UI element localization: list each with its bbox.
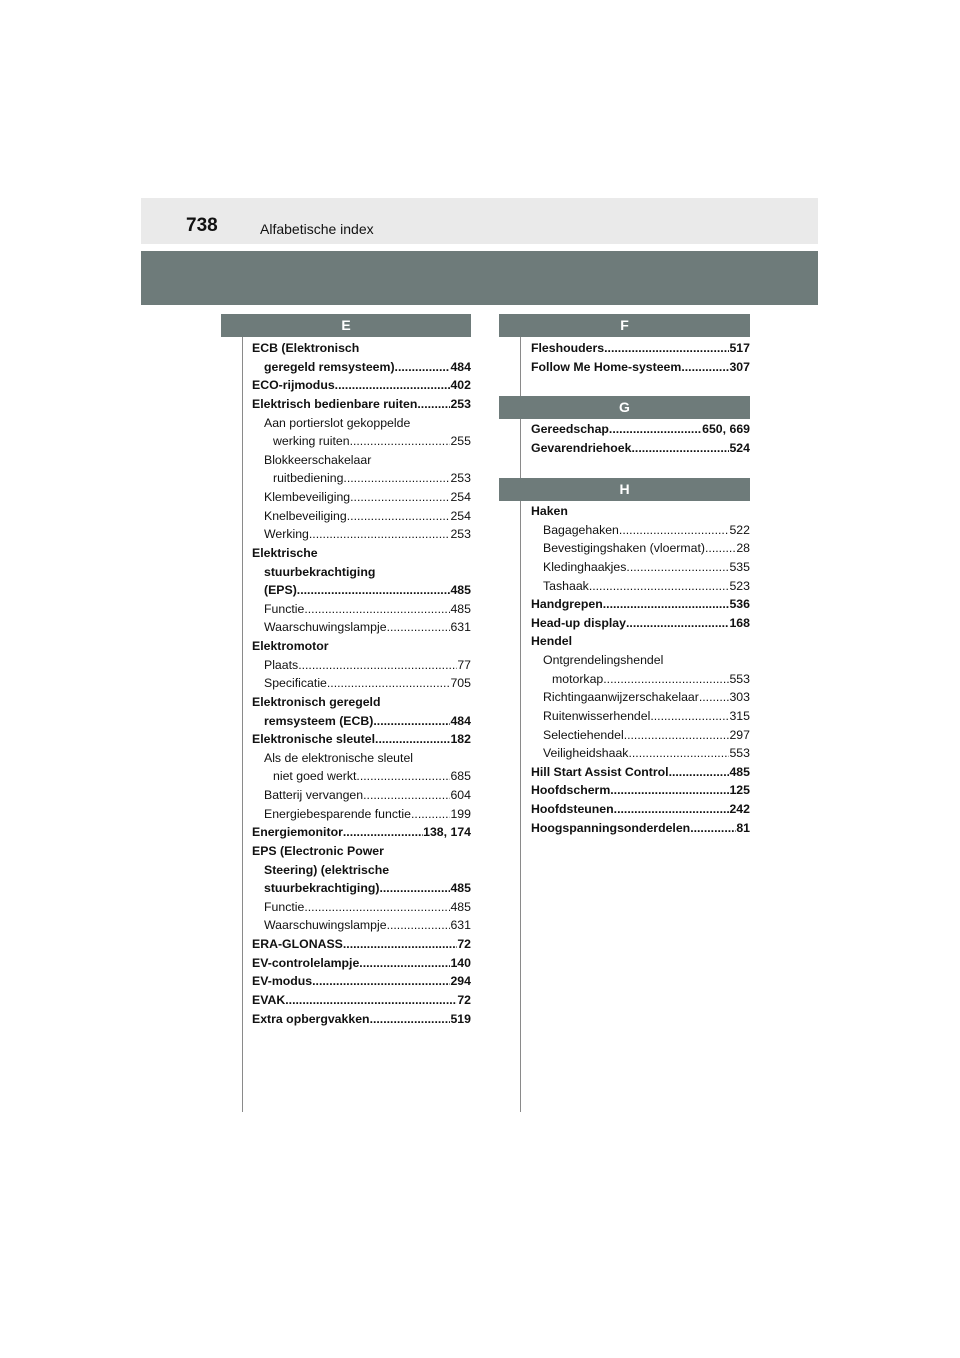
- index-entry-page: 517: [729, 341, 750, 355]
- header-band: [141, 251, 818, 305]
- index-entry: [531, 439, 750, 458]
- index-entry: [252, 581, 471, 600]
- dot-leader: [335, 376, 451, 395]
- index-entry-page: 705: [450, 676, 471, 691]
- index-entry: [531, 577, 750, 596]
- index-entry-text: ERA-GLONASS: [252, 937, 343, 951]
- index-entry-text: Klembeveiliging: [264, 490, 351, 504]
- index-entry: [531, 744, 750, 763]
- index-entry-page: 254: [450, 508, 471, 523]
- index-entry-text: Gereedschap: [531, 422, 609, 436]
- dot-leader: [614, 800, 730, 819]
- index-entry: [252, 861, 471, 880]
- dot-leader: [350, 488, 450, 507]
- dot-leader: [705, 539, 736, 558]
- index-entry-page: 650, 669: [702, 422, 750, 436]
- index-entry: [252, 712, 471, 731]
- dot-leader: [359, 954, 450, 973]
- dot-leader: [699, 688, 730, 707]
- page-title: Alfabetische index: [260, 221, 374, 237]
- index-entry-page: 519: [450, 1011, 471, 1026]
- index-entry: [531, 539, 750, 558]
- index-entry-text: Bagagehaken: [543, 522, 619, 537]
- dot-leader: [387, 618, 451, 637]
- index-entry: [252, 414, 471, 433]
- index-entry: [252, 544, 471, 563]
- index-entry-text: EPS (Electronic Power: [252, 843, 384, 858]
- index-entry: [531, 781, 750, 800]
- index-entry-text: Aan portierslot gekoppelde: [264, 415, 411, 430]
- index-entry-page: 254: [450, 490, 471, 504]
- dot-leader: [309, 525, 451, 544]
- index-entry-page: 307: [729, 359, 750, 374]
- index-entry-text: Elektronische sleutel: [252, 732, 376, 747]
- index-entry-text: Handgrepen: [531, 597, 603, 612]
- index-entry: [252, 805, 471, 824]
- index-entry-page: 255: [450, 434, 471, 449]
- dot-leader: [343, 823, 423, 842]
- index-entry-text: Elektrische: [252, 545, 318, 560]
- index-entry-page: 604: [450, 788, 471, 802]
- letter-header-g: G: [499, 396, 750, 419]
- index-entry: [252, 432, 471, 451]
- dot-leader: [604, 339, 729, 358]
- dot-leader: [350, 432, 451, 451]
- index-entry-page: 536: [729, 597, 750, 612]
- index-entry-page: 125: [729, 783, 750, 798]
- dot-leader: [603, 595, 730, 614]
- dot-leader: [327, 674, 451, 693]
- index-entry-text: Extra opbergvakken: [252, 1011, 370, 1026]
- dot-leader: [387, 916, 451, 935]
- index-entry-text: Batterij vervangen: [264, 788, 364, 802]
- index-entry-text: Head-up display: [531, 615, 626, 630]
- index-entry: [531, 707, 750, 726]
- index-entry: [531, 595, 750, 614]
- header-bar: [141, 198, 818, 244]
- index-entry: [531, 358, 750, 377]
- dot-leader: [375, 730, 450, 749]
- index-entry-text: Selectiehendel: [543, 727, 624, 742]
- index-entry: [252, 618, 471, 637]
- index-entry: [252, 786, 471, 805]
- index-entry-page: 485: [450, 881, 471, 896]
- index-entry-page: 522: [729, 522, 750, 537]
- dot-leader: [298, 656, 457, 675]
- index-entry-page: 72: [457, 937, 471, 951]
- index-entry-text: Knelbeveiliging: [264, 508, 347, 523]
- index-entry-page: 485: [729, 764, 750, 779]
- index-entry: [252, 823, 471, 842]
- column-divider-left: [242, 337, 243, 1112]
- index-entry-text: motorkap: [552, 671, 604, 686]
- index-entry: [252, 451, 471, 470]
- letter-header-e: E: [221, 314, 471, 337]
- index-entry: [531, 651, 750, 670]
- index-entry: [252, 972, 471, 991]
- index-entry-text: Elektronisch geregeld: [252, 694, 381, 709]
- index-entry: [252, 935, 471, 954]
- index-entry-text: Hill Start Assist Control: [531, 764, 669, 779]
- index-entry-text: niet goed werkt: [273, 769, 357, 784]
- dot-leader: [370, 1010, 451, 1029]
- index-entry-page: 138, 174: [423, 825, 471, 840]
- index-entry-text: Follow Me Home-systeem: [531, 359, 682, 374]
- dot-leader: [347, 507, 451, 526]
- index-entry: [252, 879, 471, 898]
- index-entry: [531, 558, 750, 577]
- dot-leader: [690, 819, 736, 838]
- index-entry-page: 553: [729, 671, 750, 686]
- index-entry-text: Specificatie: [264, 676, 327, 691]
- dot-leader: [343, 935, 457, 954]
- index-entry: [252, 656, 471, 675]
- index-entry-page: 199: [450, 806, 471, 821]
- index-entry: [252, 469, 471, 488]
- dot-leader: [379, 879, 450, 898]
- index-entry: [252, 954, 471, 973]
- index-entry: [531, 688, 750, 707]
- index-entry-text: ruitbediening: [273, 471, 344, 486]
- dot-leader: [417, 395, 450, 414]
- index-entry-text: Richtingaanwijzerschakelaar: [543, 690, 699, 705]
- index-entry: [252, 600, 471, 619]
- index-entry-text: ECB (Elektronisch: [252, 341, 360, 355]
- index-entry: [531, 614, 750, 633]
- index-entry-text: EVAK: [252, 992, 286, 1007]
- letter-header-h: H: [499, 478, 750, 501]
- index-entry: [252, 339, 471, 358]
- dot-leader: [304, 600, 450, 619]
- index-entry: [531, 420, 750, 439]
- index-entry-text: Ontgrendelingshendel: [543, 653, 664, 667]
- dot-leader: [363, 786, 450, 805]
- index-entry-text: Energiebesparende functie: [264, 806, 411, 821]
- index-entry: [252, 358, 471, 377]
- index-entry: [252, 730, 471, 749]
- dot-leader: [650, 707, 729, 726]
- dot-leader: [681, 358, 729, 377]
- index-entry-text: Functie: [264, 601, 305, 616]
- index-entry-page: 402: [450, 378, 471, 393]
- index-entry-page: 28: [736, 541, 750, 556]
- index-entry-text: Hoofdscherm: [531, 783, 611, 798]
- index-entry: [531, 819, 750, 838]
- index-entry-text: EV-controlelampje: [252, 955, 360, 970]
- index-entry-page: 485: [450, 899, 471, 914]
- index-entry-page: 81: [736, 820, 750, 835]
- index-entry-text: Tashaak: [543, 578, 589, 593]
- index-entry: [531, 521, 750, 540]
- page-number: 738: [186, 215, 218, 236]
- index-entry: [252, 898, 471, 917]
- index-entry-page: 253: [450, 527, 471, 542]
- index-entry-text: Plaats: [264, 657, 299, 672]
- index-entry-text: Hendel: [531, 634, 572, 649]
- index-entry: [252, 749, 471, 768]
- letter-header-f: F: [499, 314, 750, 337]
- index-entry: [252, 767, 471, 786]
- index-entry-text: Blokkeerschakelaar: [264, 452, 372, 467]
- entries-e: [252, 339, 471, 1028]
- index-entry-page: 535: [729, 559, 750, 574]
- index-entry-text: Waarschuwingslampje: [264, 620, 387, 635]
- index-entry: [252, 674, 471, 693]
- index-entry: [531, 726, 750, 745]
- index-entry-page: 523: [729, 578, 750, 593]
- dot-leader: [626, 614, 729, 633]
- index-entry-page: 315: [729, 708, 750, 723]
- dot-leader: [285, 991, 457, 1010]
- index-entry: [531, 800, 750, 819]
- index-entry-text: stuurbekrachtiging): [264, 881, 380, 896]
- dot-leader: [619, 521, 730, 540]
- index-entry-page: 685: [450, 769, 471, 784]
- index-entry-text: Ruitenwisserhendel: [543, 708, 651, 723]
- index-entry-text: Als de elektronische sleutel: [264, 750, 414, 765]
- index-entry-text: Hoofdsteunen: [531, 802, 614, 816]
- index-entry-page: 182: [450, 732, 471, 747]
- dot-leader: [411, 805, 450, 824]
- index-entry: [531, 339, 750, 358]
- index-entry: [252, 488, 471, 507]
- index-entry-page: 242: [729, 802, 750, 816]
- index-entry: [252, 507, 471, 526]
- index-entry-page: 485: [450, 583, 471, 598]
- index-entry-page: 72: [457, 992, 471, 1007]
- entries-h: [531, 502, 750, 837]
- index-entry: [252, 395, 471, 414]
- index-entry: [531, 632, 750, 651]
- index-entry-text: Waarschuwingslampje: [264, 918, 387, 933]
- index-entry-text: Steering) (elektrische: [264, 862, 390, 877]
- entries-f: [531, 339, 750, 376]
- index-entry-text: Elektrisch bedienbare ruiten: [252, 396, 418, 411]
- dot-leader: [304, 898, 450, 917]
- index-entry-page: 253: [450, 471, 471, 486]
- index-entry: [252, 376, 471, 395]
- index-entry-text: Fleshouders: [531, 341, 605, 355]
- dot-leader: [628, 744, 729, 763]
- index-entry-page: 485: [450, 601, 471, 616]
- index-entry: [252, 991, 471, 1010]
- index-entry-text: Werking: [264, 527, 309, 542]
- index-entry-text: Hoogspanningsonderdelen: [531, 820, 691, 835]
- dot-leader: [626, 558, 729, 577]
- index-entry-text: (EPS): [264, 583, 297, 598]
- dot-leader: [624, 726, 730, 745]
- index-entry-page: 484: [450, 359, 471, 374]
- index-entry-text: remsysteem (ECB): [264, 713, 374, 728]
- dot-leader: [356, 767, 450, 786]
- dot-leader: [610, 781, 729, 800]
- index-entry: [531, 763, 750, 782]
- index-entry-page: 253: [450, 396, 471, 411]
- index-entry: [252, 525, 471, 544]
- dot-leader: [297, 581, 451, 600]
- index-entry-text: Haken: [531, 504, 568, 518]
- index-entry-text: stuurbekrachtiging: [264, 564, 376, 579]
- index-entry-text: Gevarendriehoek: [531, 440, 632, 455]
- index-entry: [252, 563, 471, 582]
- column-divider-right: [520, 337, 521, 1112]
- index-entry-page: 77: [457, 657, 471, 672]
- index-entry-text: Kledinghaakjes: [543, 559, 627, 574]
- index-entry-page: 140: [450, 955, 471, 970]
- dot-leader: [669, 763, 730, 782]
- dot-leader: [312, 972, 450, 991]
- index-entry: [252, 1010, 471, 1029]
- index-entry: [252, 693, 471, 712]
- dot-leader: [373, 712, 450, 731]
- index-entry-page: 553: [729, 746, 750, 761]
- index-entry-page: 297: [729, 727, 750, 742]
- index-entry-page: 294: [450, 974, 471, 989]
- index-entry: [252, 637, 471, 656]
- index-entry-text: EV-modus: [252, 974, 313, 989]
- dot-leader: [609, 420, 702, 439]
- dot-leader: [631, 439, 729, 458]
- index-entry-text: ECO-rijmodus: [252, 378, 335, 393]
- index-entry-text: Energiemonitor: [252, 825, 343, 840]
- index-entry-text: geregeld remsysteem): [264, 359, 395, 374]
- index-entry-page: 484: [450, 713, 471, 728]
- index-entry-page: 524: [729, 440, 750, 455]
- index-entry: [531, 502, 750, 521]
- index-entry-page: 631: [450, 918, 471, 933]
- index-entry-text: Elektromotor: [252, 639, 329, 653]
- dot-leader: [395, 358, 451, 377]
- index-entry-text: Bevestigingshaken (vloermat): [543, 541, 705, 556]
- dot-leader: [603, 670, 729, 689]
- dot-leader: [589, 577, 730, 596]
- index-entry-text: werking ruiten: [273, 434, 350, 449]
- dot-leader: [343, 469, 450, 488]
- index-entry: [531, 670, 750, 689]
- index-entry: [252, 842, 471, 861]
- index-entry-page: 303: [729, 690, 750, 705]
- index-entry-text: Veiligheidshaak: [543, 746, 629, 761]
- index-entry-page: 631: [450, 620, 471, 635]
- index-entry: [252, 916, 471, 935]
- entries-g: [531, 420, 750, 457]
- index-entry-text: Functie: [264, 899, 305, 914]
- index-entry-page: 168: [729, 615, 750, 630]
